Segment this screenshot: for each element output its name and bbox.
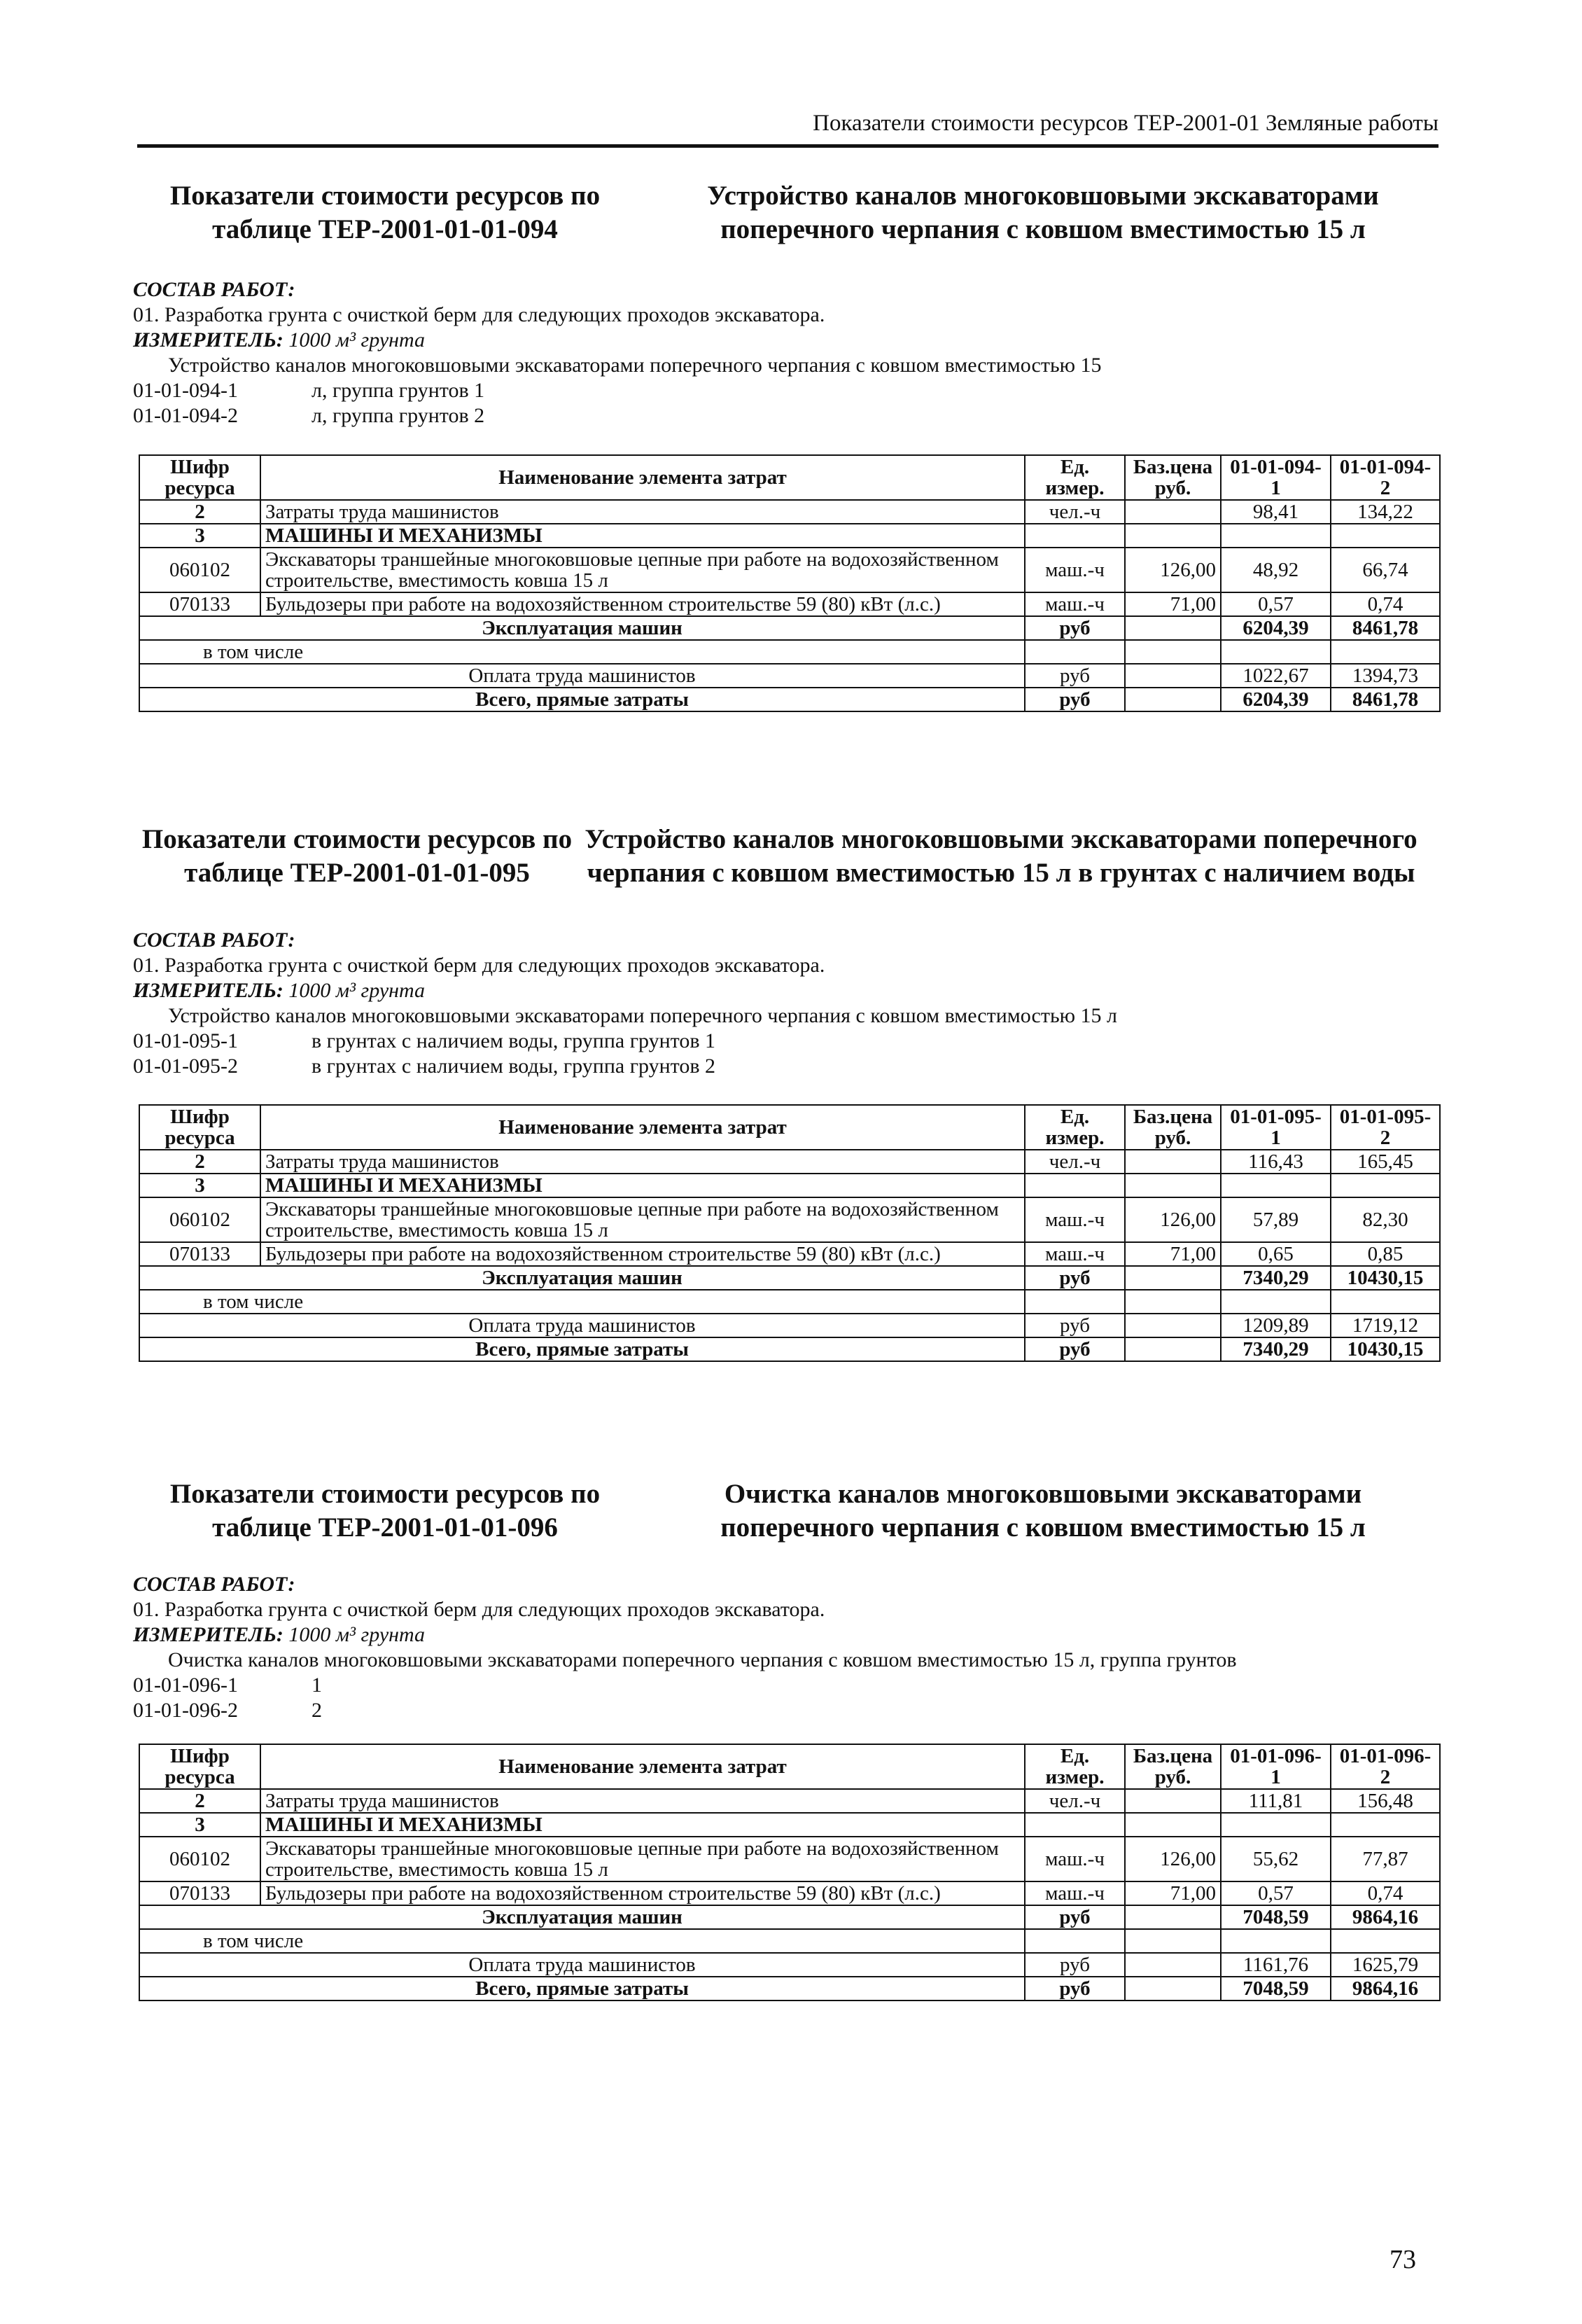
table-row-including	[139, 640, 1440, 664]
resource-table	[139, 1744, 1441, 2001]
row-unit: маш.-ч	[1025, 1881, 1125, 1905]
row-name: Бульдозеры при работе на водохозяйственном строительстве 59 (80) кВт (л.с.)	[260, 592, 1025, 616]
variant-text: 1	[312, 1674, 322, 1697]
variant-code: 01-01-094-2	[133, 404, 238, 427]
resource-table	[139, 1104, 1441, 1362]
header-unit: Ед. измер.	[1025, 455, 1125, 500]
row-code: 070133	[139, 1242, 260, 1266]
table-header-row	[139, 1105, 1440, 1150]
row-price: 126,00	[1125, 1197, 1221, 1242]
row-name: в том числе	[139, 1290, 1025, 1314]
unit-label: ИЗМЕРИТЕЛЬ:	[133, 1623, 284, 1646]
row-value-a: 7048,59	[1221, 1905, 1331, 1929]
row-value-b: 165,45	[1331, 1150, 1440, 1174]
row-code: 070133	[139, 592, 260, 616]
row-value-a: 48,92	[1221, 548, 1331, 592]
header-variant-b: 01-01-094-2	[1331, 455, 1440, 500]
row-unit: руб	[1025, 1905, 1125, 1929]
row-value-b: 0,74	[1331, 1881, 1440, 1905]
header-base-price: Баз.цена руб.	[1125, 455, 1221, 500]
row-value-a: 1161,76	[1221, 1953, 1331, 1977]
row-name: Оплата труда машинистов	[139, 1314, 1025, 1337]
table-row-excavator	[139, 1197, 1440, 1242]
row-unit: руб	[1025, 664, 1125, 688]
row-unit: маш.-ч	[1025, 1837, 1125, 1881]
header-variant-b: 01-01-095-2	[1331, 1105, 1440, 1150]
row-code: 070133	[139, 1881, 260, 1905]
variant-row	[133, 1054, 1393, 1079]
table-row-operation	[139, 616, 1440, 640]
row-value-b: 134,22	[1331, 500, 1440, 524]
row-name: Эксплуатация машин	[139, 1905, 1025, 1929]
row-price: 71,00	[1125, 592, 1221, 616]
row-name: Бульдозеры при работе на водохозяйственном строительстве 59 (80) кВт (л.с.)	[260, 1881, 1025, 1905]
header-code: Шифр ресурса	[139, 455, 260, 500]
table-row-machines	[139, 1174, 1440, 1197]
row-value-b: 1719,12	[1331, 1314, 1440, 1337]
table-row-total	[139, 688, 1440, 711]
composition-item: 01. Разработка грунта с очисткой берм для следующих проходов экскаватора.	[133, 1598, 825, 1621]
table-description: Устройство каналов многоковшовыми экскаваторами поперечного черпания с ковшом вместимостью 15	[168, 354, 1102, 377]
row-unit: руб	[1025, 688, 1125, 711]
row-name: Эксплуатация машин	[139, 1266, 1025, 1290]
row-code: 3	[139, 1174, 260, 1197]
row-name: МАШИНЫ И МЕХАНИЗМЫ	[260, 1813, 1025, 1837]
row-unit: маш.-ч	[1025, 1197, 1125, 1242]
section-title: Показатели стоимости ресурсов по таблице ТЕР-2001-01-01-095	[141, 824, 573, 888]
row-value-b: 77,87	[1331, 1837, 1440, 1881]
row-unit: чел.-ч	[1025, 1150, 1125, 1174]
table-row-labor	[139, 1789, 1440, 1813]
table-description: Устройство каналов многоковшовыми экскаваторами поперечного черпания с ковшом вместимостью 15 л	[168, 1004, 1118, 1027]
variant-text: л, группа грунтов 1	[312, 379, 485, 402]
table-header-row	[139, 1744, 1440, 1789]
resource-table	[139, 454, 1441, 712]
row-value-a: 1022,67	[1221, 664, 1331, 688]
header-unit: Ед. измер.	[1025, 1744, 1125, 1789]
table-row-labor	[139, 500, 1440, 524]
row-value-b: 82,30	[1331, 1197, 1440, 1242]
unit-label: ИЗМЕРИТЕЛЬ:	[133, 328, 284, 352]
row-value-a: 0,57	[1221, 1881, 1331, 1905]
row-price	[1125, 500, 1221, 524]
row-value-b: 8461,78	[1331, 616, 1440, 640]
row-code: 3	[139, 524, 260, 548]
variant-row	[133, 1673, 1393, 1698]
row-name: Бульдозеры при работе на водохозяйственном строительстве 59 (80) кВт (л.с.)	[260, 1242, 1025, 1266]
table-row-excavator	[139, 548, 1440, 592]
variant-text: л, группа грунтов 2	[312, 404, 485, 427]
table-row-machines	[139, 524, 1440, 548]
row-name: Эксплуатация машин	[139, 616, 1025, 640]
row-value-b: 10430,15	[1331, 1266, 1440, 1290]
section-title: Показатели стоимости ресурсов по таблице ТЕР-2001-01-01-096	[169, 1479, 601, 1543]
composition-item: 01. Разработка грунта с очисткой берм для следующих проходов экскаватора.	[133, 954, 825, 977]
row-unit: руб	[1025, 1337, 1125, 1361]
row-price: 126,00	[1125, 1837, 1221, 1881]
running-header: Показатели стоимости ресурсов ТЕР-2001-01 Земляные работы	[813, 111, 1438, 136]
section-subtitle: Устройство каналов многоковшовыми экскаваторами поперечного черпания с ковшом вместимостью 15 л в грунтах с наличием воды	[584, 824, 1418, 888]
table-row-machines	[139, 1813, 1440, 1837]
row-price: 71,00	[1125, 1242, 1221, 1266]
row-unit: руб	[1025, 1977, 1125, 2001]
header-name: Наименование элемента затрат	[260, 1105, 1025, 1150]
page-number: 73	[1390, 2245, 1416, 2274]
row-name: Экскаваторы траншейные многоковшовые цепные при работе на водохозяйственном строительстве, вместимость ковша 15 л	[260, 548, 1025, 592]
section-subtitle: Очистка каналов многоковшовыми экскаваторами поперечного черпания с ковшом вместимостью 15 л	[720, 1479, 1366, 1543]
variant-row	[133, 1029, 1393, 1054]
header-rule	[137, 144, 1438, 148]
row-value-a: 0,57	[1221, 592, 1331, 616]
variant-row	[133, 1698, 1393, 1723]
table-row-operation	[139, 1905, 1440, 1929]
row-code: 3	[139, 1813, 260, 1837]
row-value-b: 9864,16	[1331, 1905, 1440, 1929]
header-variant-a: 01-01-095-1	[1221, 1105, 1331, 1150]
row-value-b: 0,74	[1331, 592, 1440, 616]
row-unit: маш.-ч	[1025, 548, 1125, 592]
row-name: в том числе	[139, 1929, 1025, 1953]
composition-item: 01. Разработка грунта с очисткой берм для следующих проходов экскаватора.	[133, 303, 825, 326]
row-name: МАШИНЫ И МЕХАНИЗМЫ	[260, 1174, 1025, 1197]
row-unit: чел.-ч	[1025, 500, 1125, 524]
row-price	[1125, 1150, 1221, 1174]
header-name: Наименование элемента затрат	[260, 455, 1025, 500]
section-title: Показатели стоимости ресурсов по таблице ТЕР-2001-01-01-094	[169, 181, 601, 244]
section-info	[133, 277, 1393, 429]
variant-code: 01-01-095-1	[133, 1029, 238, 1052]
row-price: 126,00	[1125, 548, 1221, 592]
variant-code: 01-01-095-2	[133, 1055, 238, 1078]
header-base-price: Баз.цена руб.	[1125, 1105, 1221, 1150]
unit-label: ИЗМЕРИТЕЛЬ:	[133, 979, 284, 1002]
row-unit: руб	[1025, 1266, 1125, 1290]
row-value-a: 6204,39	[1221, 688, 1331, 711]
row-unit: руб	[1025, 616, 1125, 640]
table-description: Очистка каналов многоковшовыми экскаваторами поперечного черпания с ковшом вместимостью 15 л, группа грунтов	[168, 1648, 1237, 1671]
row-name: в том числе	[139, 640, 1025, 664]
table-row-total	[139, 1337, 1440, 1361]
header-variant-a: 01-01-094-1	[1221, 455, 1331, 500]
unit-value: 1000 м³ грунта	[288, 328, 426, 352]
table-row-including	[139, 1290, 1440, 1314]
row-unit: руб	[1025, 1314, 1125, 1337]
row-value-a: 0,65	[1221, 1242, 1331, 1266]
row-value-b: 0,85	[1331, 1242, 1440, 1266]
table-row-labor	[139, 1150, 1440, 1174]
table-row-bulldozer	[139, 1242, 1440, 1266]
row-name: Оплата труда машинистов	[139, 1953, 1025, 1977]
row-value-b: 9864,16	[1331, 1977, 1440, 2001]
row-code: 2	[139, 1150, 260, 1174]
row-value-a: 55,62	[1221, 1837, 1331, 1881]
row-name: Затраты труда машинистов	[260, 500, 1025, 524]
header-variant-b: 01-01-096-2	[1331, 1744, 1440, 1789]
table-row-wages	[139, 1953, 1440, 1977]
table-row-excavator	[139, 1837, 1440, 1881]
section-info	[133, 1572, 1393, 1723]
row-unit: чел.-ч	[1025, 1789, 1125, 1813]
row-value-a: 98,41	[1221, 500, 1331, 524]
section-info	[133, 928, 1393, 1079]
row-code: 060102	[139, 548, 260, 592]
row-value-b: 10430,15	[1331, 1337, 1440, 1361]
unit-value: 1000 м³ грунта	[288, 979, 426, 1002]
row-name: Экскаваторы траншейные многоковшовые цепные при работе на водохозяйственном строительстве, вместимость ковша 15 л	[260, 1197, 1025, 1242]
row-value-a: 7340,29	[1221, 1337, 1331, 1361]
table-row-total	[139, 1977, 1440, 2001]
table-row-bulldozer	[139, 592, 1440, 616]
header-variant-a: 01-01-096-1	[1221, 1744, 1331, 1789]
table-row-wages	[139, 664, 1440, 688]
variant-code: 01-01-096-1	[133, 1674, 238, 1697]
row-code: 2	[139, 1789, 260, 1813]
row-value-a: 111,81	[1221, 1789, 1331, 1813]
table-row-bulldozer	[139, 1881, 1440, 1905]
row-value-a: 116,43	[1221, 1150, 1331, 1174]
row-value-b: 1394,73	[1331, 664, 1440, 688]
row-name: Всего, прямые затраты	[139, 688, 1025, 711]
table-row-operation	[139, 1266, 1440, 1290]
row-price	[1125, 1789, 1221, 1813]
table-row-including	[139, 1929, 1440, 1953]
row-value-b: 66,74	[1331, 548, 1440, 592]
row-name: Экскаваторы траншейные многоковшовые цепные при работе на водохозяйственном строительстве, вместимость ковша 15 л	[260, 1837, 1025, 1881]
composition-label: СОСТАВ РАБОТ:	[133, 1573, 295, 1596]
header-code: Шифр ресурса	[139, 1744, 260, 1789]
row-value-a: 6204,39	[1221, 616, 1331, 640]
row-value-a: 7340,29	[1221, 1266, 1331, 1290]
variant-code: 01-01-096-2	[133, 1699, 238, 1722]
header-code: Шифр ресурса	[139, 1105, 260, 1150]
row-value-a: 7048,59	[1221, 1977, 1331, 2001]
unit-value: 1000 м³ грунта	[288, 1623, 426, 1646]
variant-text: 2	[312, 1699, 322, 1722]
variant-row	[133, 403, 1393, 429]
composition-label: СОСТАВ РАБОТ:	[133, 928, 295, 952]
variant-code: 01-01-094-1	[133, 379, 238, 402]
row-code: 060102	[139, 1837, 260, 1881]
variant-row	[133, 378, 1393, 403]
row-unit: маш.-ч	[1025, 1242, 1125, 1266]
header-name: Наименование элемента затрат	[260, 1744, 1025, 1789]
row-name: Затраты труда машинистов	[260, 1150, 1025, 1174]
row-value-b: 156,48	[1331, 1789, 1440, 1813]
row-name: МАШИНЫ И МЕХАНИЗМЫ	[260, 524, 1025, 548]
variant-text: в грунтах с наличием воды, группа грунтов 2	[312, 1055, 716, 1078]
section-subtitle: Устройство каналов многоковшовыми экскаваторами поперечного черпания с ковшом вместимостью 15 л	[707, 181, 1379, 244]
row-name: Оплата труда машинистов	[139, 664, 1025, 688]
row-value-a: 57,89	[1221, 1197, 1331, 1242]
row-value-b: 1625,79	[1331, 1953, 1440, 1977]
row-code: 060102	[139, 1197, 260, 1242]
header-base-price: Баз.цена руб.	[1125, 1744, 1221, 1789]
table-header-row	[139, 455, 1440, 500]
composition-label: СОСТАВ РАБОТ:	[133, 278, 295, 301]
header-unit: Ед. измер.	[1025, 1105, 1125, 1150]
table-row-wages	[139, 1314, 1440, 1337]
row-price: 71,00	[1125, 1881, 1221, 1905]
row-code: 2	[139, 500, 260, 524]
row-value-a: 1209,89	[1221, 1314, 1331, 1337]
row-name: Затраты труда машинистов	[260, 1789, 1025, 1813]
variant-text: в грунтах с наличием воды, группа грунтов 1	[312, 1029, 716, 1052]
row-unit: руб	[1025, 1953, 1125, 1977]
row-unit: маш.-ч	[1025, 592, 1125, 616]
row-name: Всего, прямые затраты	[139, 1337, 1025, 1361]
row-value-b: 8461,78	[1331, 688, 1440, 711]
row-name: Всего, прямые затраты	[139, 1977, 1025, 2001]
